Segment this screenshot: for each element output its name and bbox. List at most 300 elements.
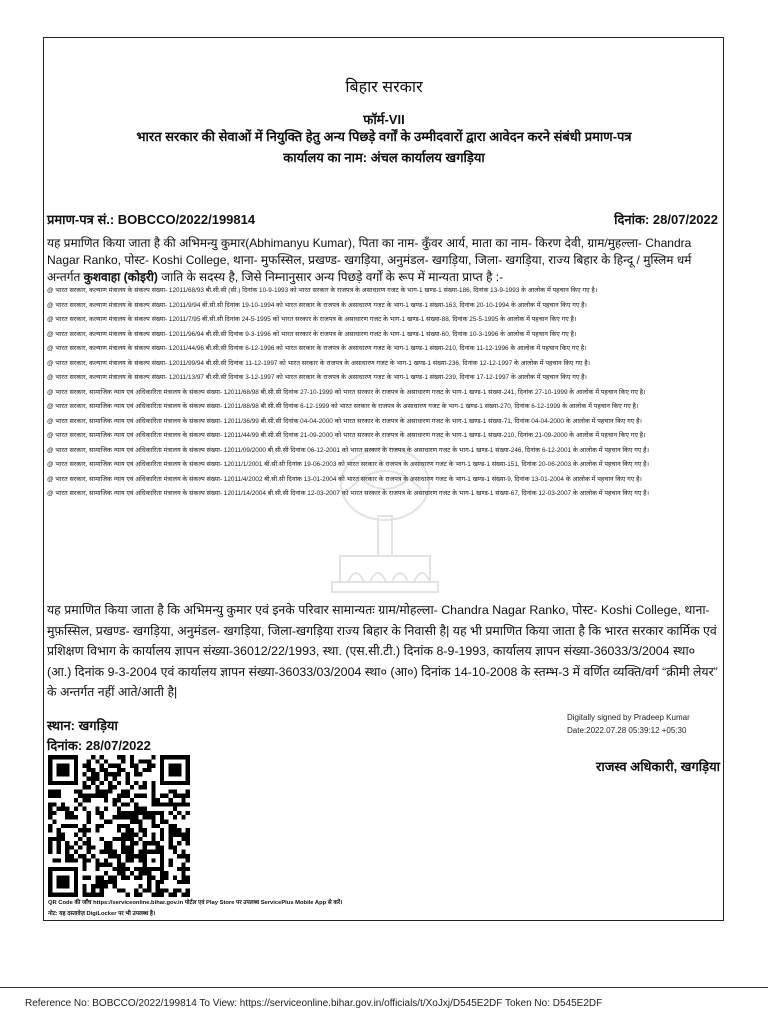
qr-module [100,880,104,884]
qr-module [125,789,129,793]
qr-module [104,772,108,776]
qr-module [74,764,78,768]
qr-module [74,789,78,793]
qr-module [160,880,164,884]
qr-module [52,755,56,759]
qr-module [121,811,125,815]
qr-module [74,755,78,759]
qr-module [138,884,142,888]
qr-module [121,837,125,841]
qr-module [65,811,69,815]
qr-module [52,789,56,793]
qr-module [186,811,190,815]
qr-module [130,871,134,875]
notification-item: @ भारत सरकार, कल्याण मंत्रालय के संकल्प संख्या- 12011/9/94 बी.सी.सी दिनांक 19-10-1994 को भारत सरकार के राजपत्र के असाधारण गजट के भाग-1 खण्ड-1 संख्या-163, दिनांक 20-10-1994 के आलोक में पहचान किए गए है। [47,301,587,309]
qr-module [91,893,95,897]
qr-module [168,858,172,862]
qr-module [173,768,177,772]
qr-module [130,785,134,789]
qr-module [186,802,190,806]
certificate-date [614,211,718,229]
qr-module [143,888,147,892]
qr-module [121,863,125,867]
qr-module [48,772,52,776]
qr-module [61,824,65,828]
qr-module [117,837,121,841]
qr-module [138,820,142,824]
qr-module [164,871,168,875]
qr-module [104,880,108,884]
qr-module [65,807,69,811]
notification-item: @ भारत सरकार, सामाजिक न्याय एवं अधिकारिता मंत्रालय के संकल्प संख्या- 12011/14/2004 बी.सी.सी दिनांक 12-03-2007 को भारत सरकार के राजपत्र के असाधारण गजट के भाग-1 खण्ड-1 संख्या-67, दिनांक 12-03-2007 के आलोक में पहचान किए गए है। [47,490,650,497]
qr-module [143,832,147,836]
qr-module [113,785,117,789]
qr-module [156,802,160,806]
qr-module [177,880,181,884]
qr-module [117,798,121,802]
qr-module [181,871,185,875]
qr-module [87,893,91,897]
qr-module [104,884,108,888]
qr-module [82,807,86,811]
qr-module [125,875,129,879]
qr-module [104,871,108,875]
qr-module [95,759,99,763]
qr-module [117,794,121,798]
qr-module [65,815,69,819]
qr-module [186,875,190,879]
qr-module [151,837,155,841]
qr-module [100,764,104,768]
qr-module [117,858,121,862]
qr-module [164,888,168,892]
qr-module [147,768,151,772]
qr-module [87,850,91,854]
qr-module [52,794,56,798]
qr-module [186,893,190,897]
qr-module [52,781,56,785]
qr-module [100,811,104,815]
notification-item: @ भारत सरकार, सामाजिक न्याय एवं अधिकारिता मंत्रालय के संकल्प संख्या- 12011/1/2001 बी.सी.सी दिनांक 19-06-2003 को भारत सरकार के राजपत्र के असाधारण गजट के भाग-1 खण्ड-1 संख्या-151, दिनांक 20-06-2003 के आलोक में पहचान किए गए है। [47,461,650,468]
qr-module [82,798,86,802]
qr-module [61,802,65,806]
qr-module [173,832,177,836]
qr-module [125,893,129,897]
qr-module [168,755,172,759]
qr-module [147,764,151,768]
signature-date: Date:2022.07.28 05:39:12 +05:30 [567,726,687,735]
qr-module [147,815,151,819]
qr-module [181,863,185,867]
signing-officer: राजस्व अधिकारी, खगड़िया [596,759,720,774]
qr-module [168,811,172,815]
qr-module [173,772,177,776]
qr-module [113,854,117,858]
qr-module [121,871,125,875]
qr-module [82,832,86,836]
qr-module [173,794,177,798]
qr-module [160,768,164,772]
qr-module [57,789,61,793]
qr-module [74,850,78,854]
qr-module [186,832,190,836]
qr-module [134,807,138,811]
qr-module [121,815,125,819]
qr-module [57,832,61,836]
qr-module [87,841,91,845]
qr-module [173,781,177,785]
notification-item: @ भारत सरकार, सामाजिक न्याय एवं अधिकारिता मंत्रालय के संकल्प संख्या- 12011/36/99 बी.सी.सी दिनांक 04-04-2000 को भारत सरकार के राजपत्र के असाधारण गजट के भाग-1 खण्ड-1 संख्या-71, दिनांक 04-04-2000 के आलोक में पहचान किए गए है। [47,417,642,425]
qr-module [125,837,129,841]
qr-module [143,781,147,785]
qr-module [100,884,104,888]
qr-module [177,802,181,806]
qr-module [138,772,142,776]
qr-module [74,875,78,879]
qr-module [125,828,129,832]
qr-module [147,871,151,875]
qr-module [78,837,82,841]
qr-module [130,837,134,841]
qr-module [151,781,155,785]
qr-module [78,828,82,832]
qr-module [78,854,82,858]
qr-module [121,759,125,763]
qr-module [104,850,108,854]
qr-module [168,772,172,776]
qr-module [160,871,164,875]
qr-module [117,854,121,858]
qr-module [52,820,56,824]
qr-module [65,845,69,849]
footer-divider [0,987,768,988]
qr-module [65,893,69,897]
qr-module [168,863,172,867]
qr-module [164,820,168,824]
qr-module [57,781,61,785]
qr-module [117,867,121,871]
footer-view-url: https://serviceonline.bihar.gov.in/officials/t/XoJxj/D545E2DF [239,998,503,1009]
qr-module [57,875,61,879]
qr-module [138,850,142,854]
qr-module [57,884,61,888]
qr-module [186,841,190,845]
qr-module [143,850,147,854]
qr-module [48,828,52,832]
qr-module [57,764,61,768]
qr-module [138,828,142,832]
notification-item: @ भारत सरकार, कल्याण मंत्रालय के संकल्प संख्या- 12011/7/95 बी.सी.सी दिनांक 24-5-1995 को भारत सरकार के राजपत्र के असाधारण गजट के भाग-1 खण्ड-1 संख्या-88, दिनांक 25-5-1995 के आलोक में पहचान किए गए है। [47,316,577,323]
qr-module [82,884,86,888]
qr-module [160,820,164,824]
qr-module [151,875,155,879]
qr-module [95,772,99,776]
qr-module [108,863,112,867]
qr-module [168,768,172,772]
qr-module [121,875,125,879]
qr-module [70,845,74,849]
qr-module [168,893,172,897]
qr-module [104,798,108,802]
qr-module [82,858,86,862]
intro-text: यह प्रमाणित किया जाता है की अभिमन्यु कुमार(Abhimanyu Kumar), पिता का नाम- कुँवर आर्य, माता का नाम- किरण देवी, ग्राम/मुहल्ला- Chandra Nagar Ranko, पोस्ट- Koshi College, थाना- मुफस्सिल, प्रखण्ड- खगड़िया, अनुमंडल- खगड़िया, जिला- खगड़िया, राज्य बिहार के हिन्दू / मुस्लिम धर्म अन्तर्गत [47,236,692,284]
qr-module [70,858,74,862]
certificate-date-label: दिनांक: [614,212,650,227]
qr-module [74,772,78,776]
qr-module [91,777,95,781]
qr-module [48,880,52,884]
qr-module [104,807,108,811]
qr-module [125,824,129,828]
qr-module [91,755,95,759]
qr-module [164,794,168,798]
qr-module [125,832,129,836]
qr-module [173,893,177,897]
qr-module [186,867,190,871]
notification-item: @ भारत सरकार, सामाजिक न्याय एवं अधिकारिता मंत्रालय के संकल्प संख्या- 12011/44/99 बी.सी.सी दिनांक 21-09-2000 को भारत सरकार के राजपत्र के असाधारण गजट के भाग-1 खण्ड-1 संख्या-210, दिनांक 21-09-2000 के आलोक में पहचान किए गए है। [47,432,646,439]
qr-module [113,884,117,888]
qr-module [156,880,160,884]
qr-module [138,875,142,879]
qr-module [177,888,181,892]
qr-code [48,755,190,897]
government-name: बिहार सरकार [345,79,423,96]
qr-module [160,858,164,862]
qr-module [130,815,134,819]
qr-module [173,815,177,819]
qr-module [160,777,164,781]
qr-module [87,845,91,849]
qr-note-verify: QR Code की जाँच https://serviceonline.bihar.gov.in पोर्टल एवं Play Store पर उपलब्ध ServicePlus Mobile App से करें। [48,900,343,906]
qr-module [108,785,112,789]
qr-module [143,845,147,849]
qr-module [156,867,160,871]
qr-module [87,875,91,879]
qr-module [134,854,138,858]
certificate-number [47,211,255,229]
qr-module [117,871,121,875]
qr-module [48,781,52,785]
qr-module [82,888,86,892]
qr-module [48,893,52,897]
qr-module [151,850,155,854]
qr-module [143,867,147,871]
certificate-number-value: BOBCCO/2022/199814 [117,212,256,227]
qr-module [78,845,82,849]
qr-module [65,841,69,845]
qr-module [113,880,117,884]
qr-module [121,768,125,772]
qr-module [100,781,104,785]
qr-module [82,824,86,828]
qr-module [130,759,134,763]
qr-module [160,845,164,849]
qr-module [61,867,65,871]
qr-module [177,755,181,759]
qr-module [104,794,108,798]
qr-module [168,828,172,832]
notification-item: @ भारत सरकार, कल्याण मंत्रालय के संकल्प संख्या- 12011/99/94 बी.सी.सी दिनांक 11-12-1997 को भारत सरकार के राजपत्र के असाधारण गजट के भाग-1 खण्ड-1 संख्या-236, दिनांक 12-12-1997 के आलोक में पहचान किए गए है। [47,359,591,367]
qr-module [143,759,147,763]
qr-module [130,845,134,849]
qr-module [168,781,172,785]
qr-module [181,832,185,836]
qr-module [160,781,164,785]
notification-item: @ भारत सरकार, कल्याण मंत्रालय के संकल्प संख्या- 12011/96/94 बी.सी.सी दिनांक 9-3-1996 को भारत सरकार के राजपत्र के असाधारण गजट के भाग-1 खण्ड-1 संख्या-60, दिनांक 10-3-1996 के आलोक में पहचान किए गए है। [47,330,577,338]
qr-module [160,794,164,798]
qr-module [48,867,52,871]
qr-module [181,850,185,854]
qr-module [147,850,151,854]
qr-module [87,837,91,841]
qr-module [160,867,164,871]
qr-module [130,820,134,824]
qr-module [151,893,155,897]
qr-module [48,884,52,888]
qr-module [173,828,177,832]
qr-module [95,777,99,781]
qr-module [108,841,112,845]
qr-module [125,811,129,815]
qr-module [78,794,82,798]
qr-module [186,888,190,892]
qr-module [186,789,190,793]
qr-module [91,772,95,776]
qr-module [117,755,121,759]
qr-module [151,841,155,845]
qr-module [78,789,82,793]
qr-module [52,837,56,841]
qr-module [134,772,138,776]
qr-module [130,755,134,759]
qr-module [151,802,155,806]
qr-module [121,850,125,854]
qr-module [52,867,56,871]
qr-module [91,794,95,798]
place [47,716,118,735]
qr-module [143,854,147,858]
qr-module [108,772,112,776]
qr-module [181,854,185,858]
qr-module [125,850,129,854]
qr-module [151,789,155,793]
qr-module [108,820,112,824]
qr-module [104,768,108,772]
notification-item: @ भारत सरकार, सामाजिक न्याय एवं अधिकारिता मंत्रालय के संकल्प संख्या- 12011/09/2000 बी.सी.सी दिनांक 06-12-2001 को भारत सरकार के राजपत्र के असाधारण गजट के भाग-1 खण्ड-1 संख्या-246, दिनांक 6-12-2001 के आलोक में पहचान किए गए है। [47,446,650,454]
qr-module [87,815,91,819]
qr-module [143,785,147,789]
qr-module [156,845,160,849]
qr-module [82,772,86,776]
qr-module [48,850,52,854]
qr-module [74,880,78,884]
qr-module [100,837,104,841]
qr-module [121,789,125,793]
qr-module [173,824,177,828]
qr-module [134,794,138,798]
qr-module [186,755,190,759]
qr-module [108,875,112,879]
qr-module [65,755,69,759]
qr-module [181,815,185,819]
qr-module [74,807,78,811]
qr-module [78,802,82,806]
office-name: कार्यालय का नाम: अंचल कार्यालय खगड़िया [283,150,485,165]
qr-module [168,802,172,806]
qr-module [70,867,74,871]
qr-module [100,815,104,819]
qr-module [125,845,129,849]
qr-module [164,802,168,806]
notification-item: @ भारत सरकार, सामाजिक न्याय एवं अधिकारिता मंत्रालय के संकल्प संख्या- 12011/4/2002 बी.सी.सी दिनांक 13-01-2004 को भारत सरकार के राजपत्र के असाधारण गजट के भाग-1 खण्ड-1 संख्या-9, दिनांक 13-01-2004 के आलोक में पहचान किए गए है। [47,475,642,483]
qr-module [164,875,168,879]
qr-module [82,785,86,789]
qr-module [125,772,129,776]
issue-date-label: दिनांक: [47,738,83,753]
qr-module [82,875,86,879]
qr-module [65,764,69,768]
qr-module [186,880,190,884]
qr-module [65,781,69,785]
qr-module [95,880,99,884]
qr-module [87,828,91,832]
certificate-title: भारत सरकार की सेवाओं में नियुक्ति हेतु अन्य पिछड़े वर्गों के उम्मीदवारों द्वारा आवेदन करने संबंधी प्रमाण-पत्र [136,129,632,144]
notification-item: @ भारत सरकार, कल्याण मंत्रालय के संकल्प संख्या- 12011/13/97 बी.सी.सी दिनांक 3-12-1997 को भारत सरकार के राजपत्र के असाधारण गजट के भाग-1 खण्ड-1 संख्या-239, दिनांक 17-12-1997 के आलोक में पहचान किए गए है। [47,374,587,381]
qr-module [181,755,185,759]
qr-module [143,807,147,811]
qr-module [177,772,181,776]
qr-module [121,824,125,828]
qr-module [134,781,138,785]
qr-module [181,794,185,798]
qr-module [138,785,142,789]
qr-module [130,764,134,768]
qr-module [130,858,134,862]
qr-module [130,798,134,802]
qr-module [173,850,177,854]
qr-module [87,858,91,862]
qr-module [173,802,177,806]
qr-module [70,854,74,858]
qr-module [108,781,112,785]
qr-module [186,772,190,776]
qr-module [65,858,69,862]
qr-module [65,768,69,772]
qr-module [57,755,61,759]
qr-module [113,875,117,879]
residence-paragraph: यह प्रमाणित किया जाता है कि अभिमन्यु कुमार एवं इनके परिवार सामान्यतः ग्राम/मोहल्ला- Chandra Nagar Ranko, पोस्ट- Koshi College, थाना- मुफ़स्सिल, प्रखण्ड- खगड़िया, अनुमंडल- खगड़िया, जिला-खगड़िया राज्य बिहार के निवासी है| यह भी प्रमाणित किया जाता है कि भारत सरकार कार्मिक एवं प्रशिक्षण विभाग के कार्यालय ज्ञापन संख्या-36012/22/1993, स्था. (एस.सी.टी.) दिनांक 8-9-1993, कार्यालय ज्ञापन संख्या-36033/3/2004 स्था० (आ.) दिनांक 9-3-2004 एवं कार्यालय ज्ञापन संख्या-36033/03/2004 स्था० (आ०) दिनांक 14-10-2008 के स्तम्भ-3 में वर्णित व्यक्ति/वर्ग “क्रीमी लेयर” के अन्तर्गत नहीं आते/आती है| [47,603,718,699]
qr-module [164,781,168,785]
qr-module [100,755,104,759]
qr-module [57,837,61,841]
qr-module [91,845,95,849]
qr-module [177,841,181,845]
qr-module [181,893,185,897]
qr-module [160,815,164,819]
qr-module [117,888,121,892]
qr-module [95,785,99,789]
qr-module [121,845,125,849]
qr-module [130,811,134,815]
qr-module [100,789,104,793]
qr-module [168,832,172,836]
qr-module [138,811,142,815]
qr-module [52,893,56,897]
qr-module [134,875,138,879]
qr-module [147,811,151,815]
qr-module [121,794,125,798]
qr-module [130,832,134,836]
